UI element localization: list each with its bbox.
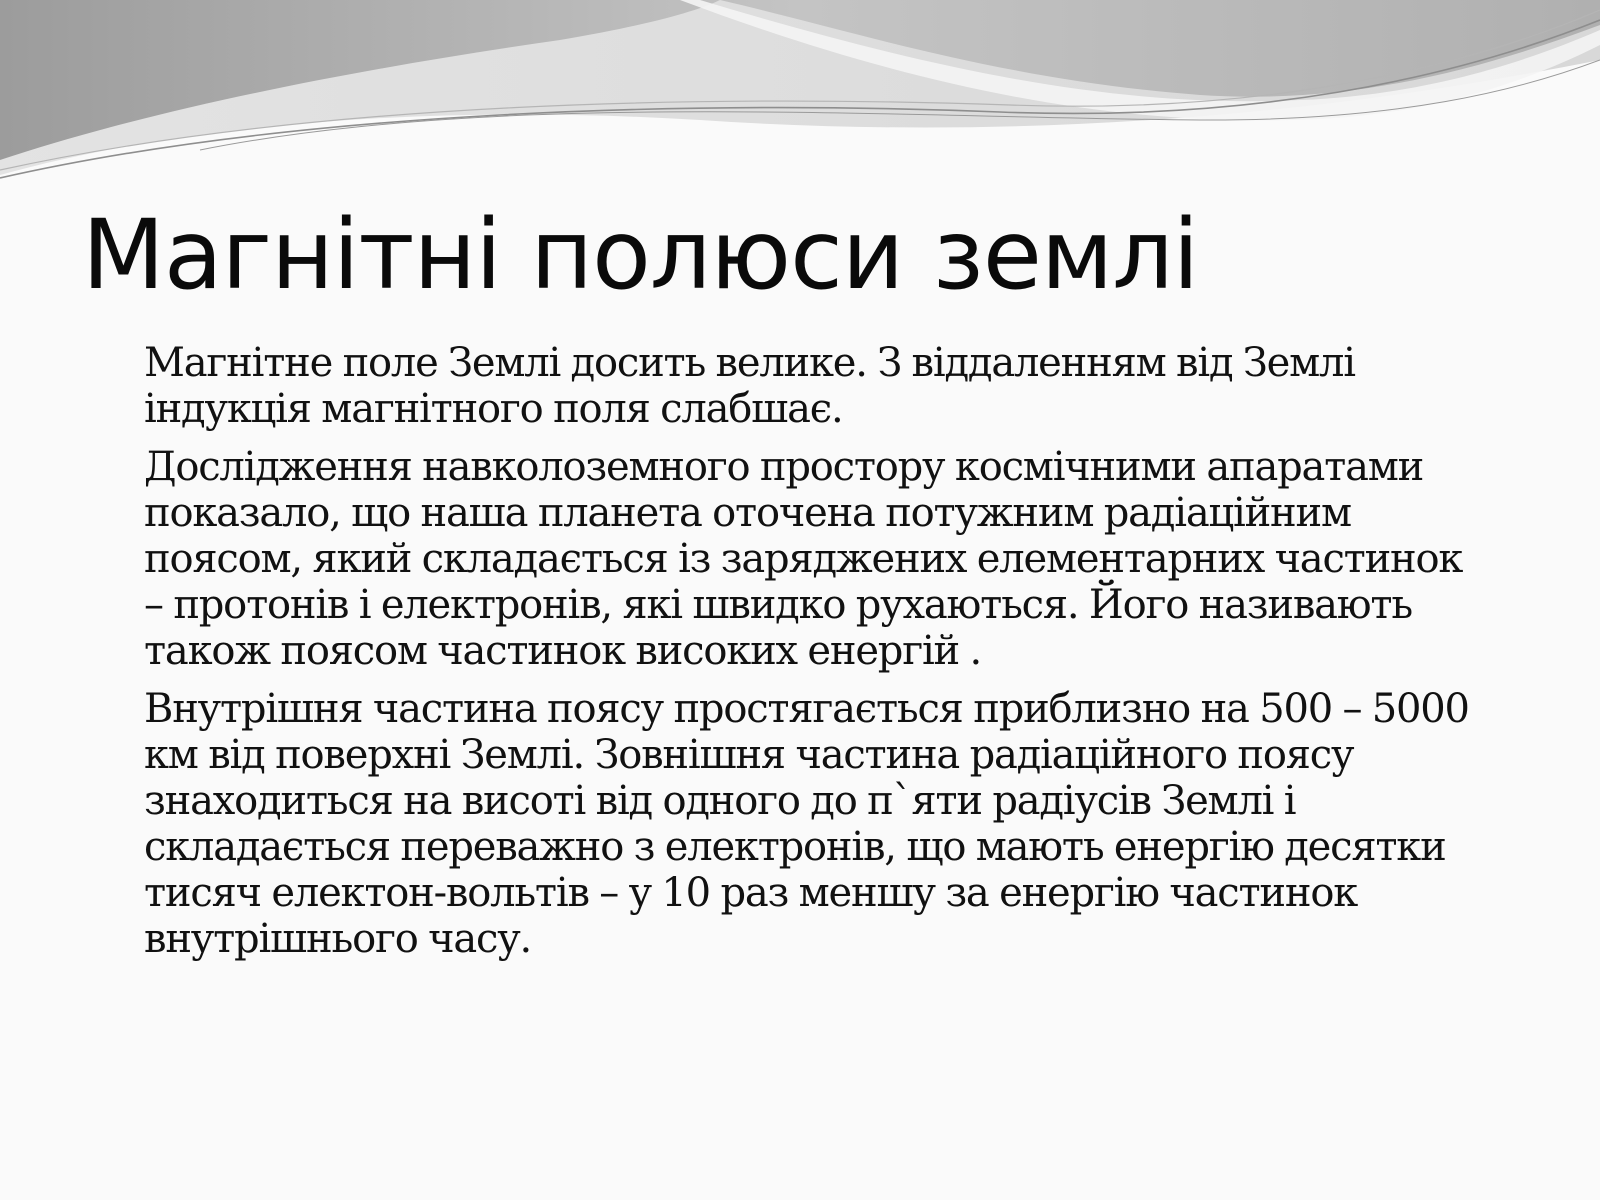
slide-title: Магнітні полюси землі — [82, 199, 1199, 311]
decorative-wave-header — [0, 0, 1600, 200]
paragraph-2: Дослідження навколоземного простору космічними апаратами показало, що наша планета оточена потужним радіаційним поясом, який складається із заряджених елементарних частинок – протонів і електронів, які швидко рухаються. Його називають також поясом частинок високих енергій . — [144, 444, 1463, 674]
paragraph-3: Внутрішня частина поясу простягається приблизно на 500 – 5000 км від поверхні Землі. Зовнішня частина радіаційного поясу знаходиться на висоті від одного до п`яти радіусів Землі і складається переважно з електронів, що мають енергію десятки тисяч електон-вольтів – у 10 раз меншу за енергію частинок внутрішнього часу. — [144, 686, 1469, 962]
slide-body — [144, 340, 1484, 974]
paragraph-1: Магнітне поле Землі досить велике. З віддаленням від Землі індукція магнітного поля слабшає. — [144, 340, 1355, 432]
